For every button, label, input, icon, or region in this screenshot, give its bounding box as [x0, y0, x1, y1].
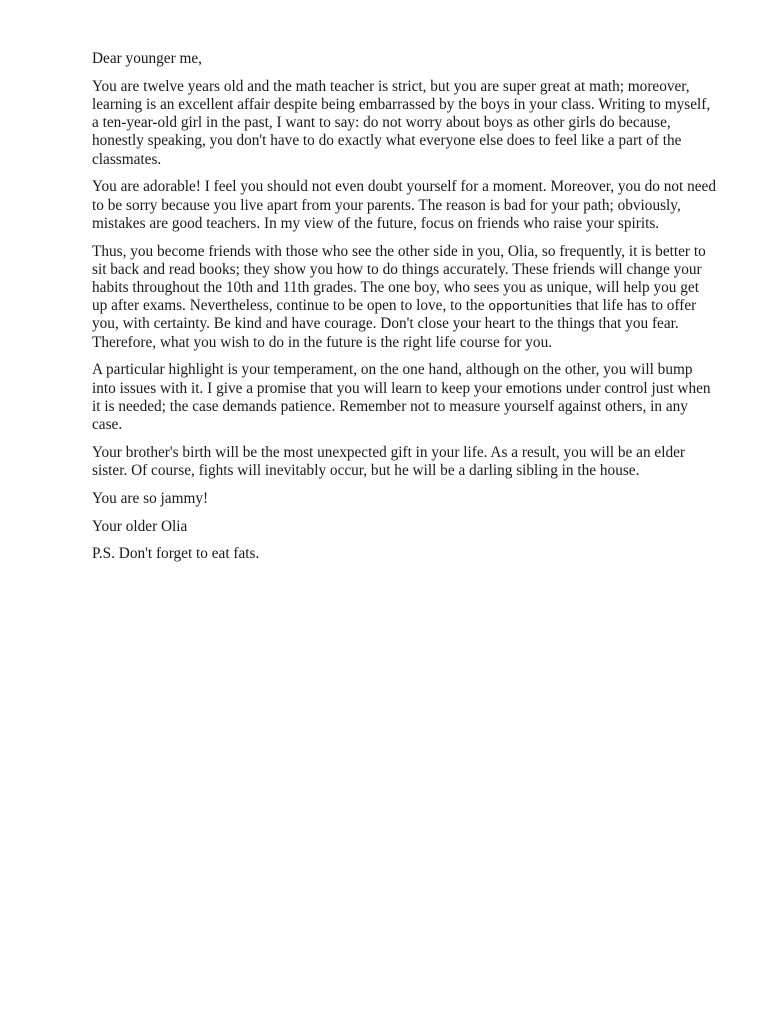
paragraph-3-sans-word: opportunities	[488, 298, 573, 314]
postscript: P.S. Don't forget to eat fats.	[92, 545, 260, 563]
paragraph-4: A particular highlight is your temperament, on the one hand, although on the other, you will bump into issues with it. I give a promise that you will learn to keep your emotions under control just when it is needed; the case demands patience. Remember not to measure yourself against others, in any case.	[92, 361, 711, 434]
paragraph-3	[92, 243, 716, 352]
signature: Your older Olia	[92, 517, 188, 535]
paragraph-1: You are twelve years old and the math teacher is strict, but you are super great at math; moreover, learning is an excellent affair despite being embarrassed by the boys in your class. Writing to myself, a ten-year-old girl in the past, I want to say: do not worry about boys as other girls do because, honestly speaking, you don't have to do exactly what everyone else does to feel like a part of the classmates.	[92, 77, 711, 168]
paragraph-3-part-2: that life has to offer you, with certainty. Be kind and have courage. Don't close your heart to the things that you fear. Therefore, what you wish to do in the future is the right life course for you.	[92, 297, 697, 351]
paragraph-2: You are adorable! I feel you should not even doubt yourself for a moment. Moreover, you do not need to be sorry because you live apart from your parents. The reason is bad for your path; obviously, mistakes are good teachers. In my view of the future, focus on friends who raise your spirits.	[92, 178, 716, 232]
salutation: Dear younger me,	[92, 50, 203, 67]
exclamation: You are so jammy!	[92, 489, 209, 507]
letter-body	[92, 50, 716, 573]
paragraph-3-part-1: Thus, you become friends with those who see the other side in you, Olia, so frequently, it is better to sit back and read books; they show you how to do things accurately. These friends will change your habits throughout the 10th and 11th grades. The one boy, who sees you as unique, will help you get up after exams. Nevertheless, continue to be open to love, to the	[92, 242, 706, 315]
paragraph-5: Your brother's birth will be the most unexpected gift in your life. As a result, you will be an elder sister. Of course, fights will inevitably occur, but he will be a darling sibling in the house.	[92, 443, 685, 480]
